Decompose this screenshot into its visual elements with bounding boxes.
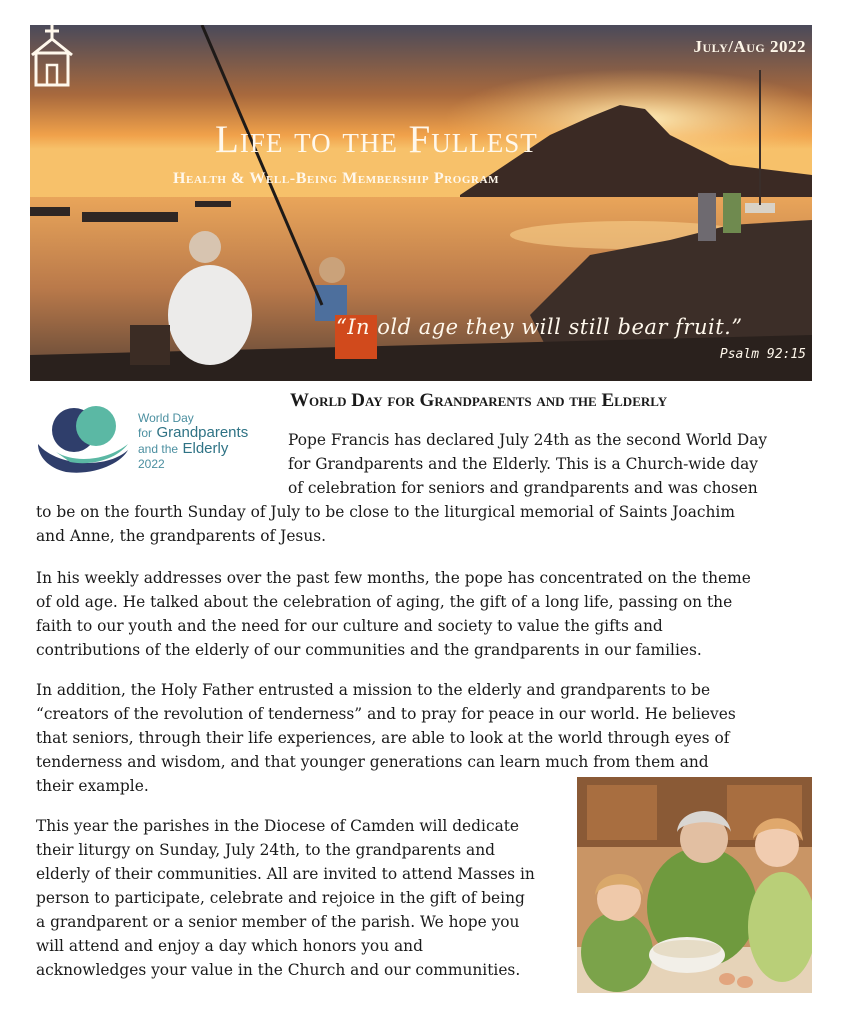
issue-date: July/Aug 2022 (693, 37, 806, 56)
paragraph-line: to be on the fourth Sunday of July to be close to the liturgical memorial of Saints Joachim (36, 503, 735, 521)
paragraph-line: “creators of the revolution of tenderness” and to pray for peace in our world. He believes (36, 705, 736, 723)
logo-line-world-day: World Day (138, 411, 194, 425)
program-title: Life to the Fullest (215, 118, 538, 161)
scripture-reference: Psalm 92:15 (719, 347, 806, 362)
paragraph-line: In his weekly addresses over the past few months, the pope has concentrated on the theme (36, 569, 751, 587)
paragraph-line: will attend and enjoy a day which honors you and (36, 937, 423, 955)
logo-word-and-the: and the (138, 442, 179, 457)
paragraph-2 (36, 566, 751, 662)
paragraph-1 (36, 425, 768, 548)
paragraph-line: that seniors, through their life experiences, are able to look at the world through eyes of (36, 729, 730, 747)
paragraph-line: In addition, the Holy Father entrusted a mission to the elderly and grandparents to be (36, 681, 711, 699)
paragraph-line: their liturgy on Sunday, July 24th, to the grandparents and (36, 841, 495, 859)
paragraph-line: for Grandparents and the Elderly. This is a Church-wide day (288, 455, 758, 473)
paragraph-line: their example. (36, 777, 149, 795)
paragraph-line: of celebration for seniors and grandparents and was chosen (288, 479, 758, 497)
scripture-quote: “In old age they will still bear fruit.” (336, 315, 743, 339)
paragraph-line: tenderness and wisdom, and that younger generations can learn much from them and (36, 753, 709, 771)
paragraph-line: a grandparent or a senior member of the parish. We hope you (36, 913, 520, 931)
paragraph-line: and Anne, the grandparents of Jesus. (36, 527, 327, 545)
program-subtitle: Health & Well-Being Membership Program (173, 170, 500, 187)
kitchen-photo-illustration (577, 777, 812, 993)
paragraph-line: contributions of the elderly of our communities and the grandparents in our families. (36, 641, 702, 659)
header-banner (30, 25, 812, 381)
paragraph-line: Pope Francis has declared July 24th as the second World Day (288, 431, 768, 449)
paragraph-line: of old age. He talked about the celebration of aging, the gift of a long life, passing on the (36, 593, 733, 611)
grandmother-baking-photo (577, 777, 812, 993)
church-icon (30, 25, 74, 87)
logo-word-for: for (138, 425, 153, 440)
logo-word-elderly: Elderly (182, 440, 229, 458)
paragraph-line: acknowledges your value in the Church and our communities. (36, 961, 521, 979)
article-headline: World Day for Grandparents and the Elderly (290, 390, 668, 411)
paragraph-line: person to participate, celebrate and rejoice in the gift of being (36, 889, 525, 907)
paragraph-line: This year the parishes in the Diocese of Camden will dedicate (36, 817, 520, 835)
paragraph-line: elderly of their communities. All are invited to attend Masses in (36, 865, 535, 883)
paragraph-line: faith to our youth and the need for our culture and society to value the gifts and (36, 617, 663, 635)
logo-year: 2022 (138, 457, 165, 472)
paragraph-4 (36, 814, 535, 982)
logo-word-grandparents: Grandparents (156, 423, 249, 441)
